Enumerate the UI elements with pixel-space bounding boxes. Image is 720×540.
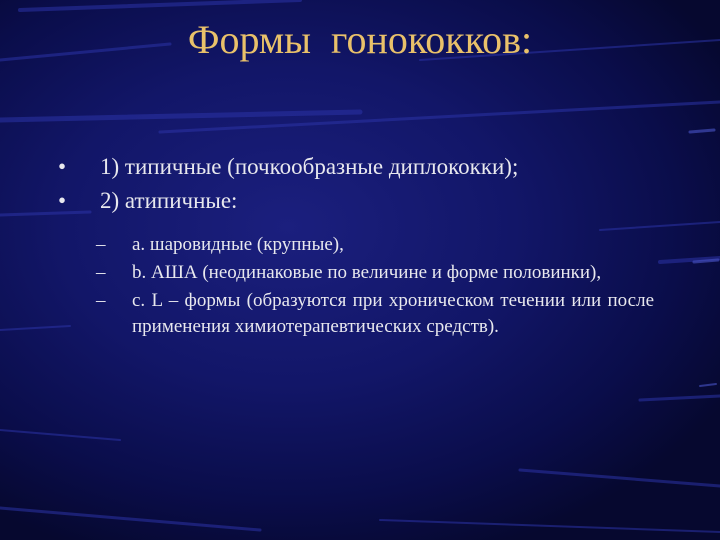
sub-bullet-item — [96, 232, 654, 258]
sub-bullet-marker: – — [96, 262, 106, 283]
sub-bullet-text: a. шаровидные (крупные), — [132, 234, 344, 255]
sub-bullet-item — [96, 260, 654, 286]
bullet-marker: • — [58, 188, 67, 213]
bullet-text: 2) атипичные: — [100, 188, 238, 213]
bullet-list — [58, 150, 658, 218]
bullet-marker: • — [58, 154, 67, 179]
sub-bullet-text: b. АША (неодинаковые по величине и форме половинки), — [132, 262, 602, 283]
bullet-text: 1) типичные (почкообразные диплококки); — [100, 154, 519, 179]
bullet-item — [58, 184, 658, 218]
bullet-item — [58, 150, 658, 184]
sub-bullet-text: c. L – формы (образуются при хроническом течении или после применения химиотерапевтических средств). — [132, 290, 654, 337]
sub-bullet-item — [96, 288, 654, 340]
sub-bullet-marker: – — [96, 290, 106, 311]
sub-bullet-list — [96, 232, 654, 342]
slide-title: Формы гонококков: — [187, 17, 533, 62]
sub-bullet-marker: – — [96, 234, 106, 255]
